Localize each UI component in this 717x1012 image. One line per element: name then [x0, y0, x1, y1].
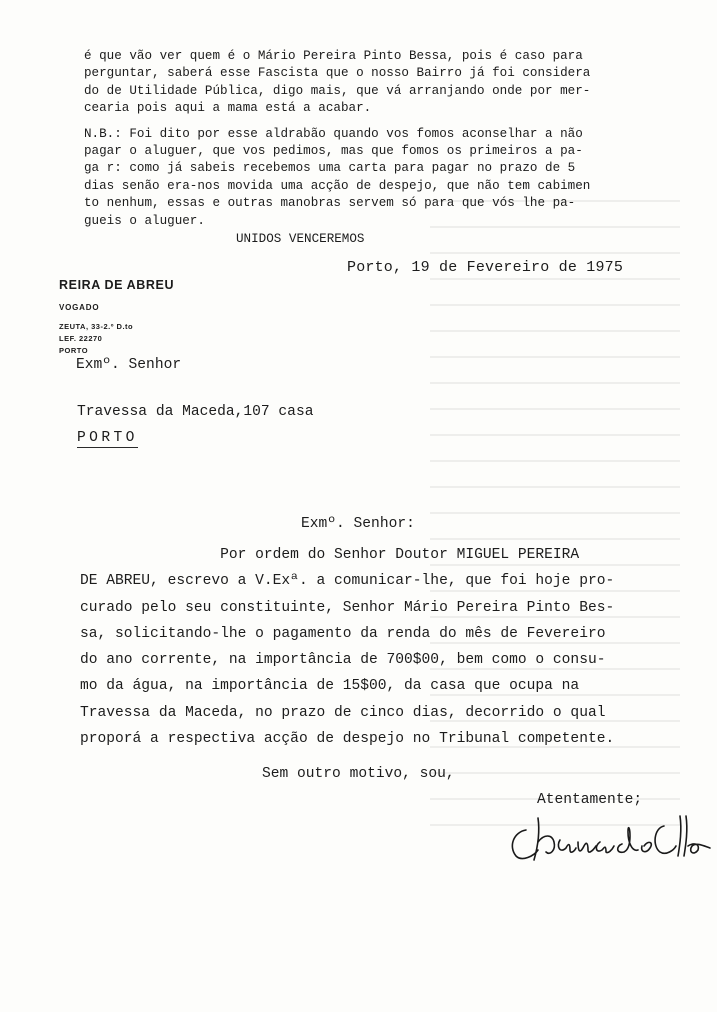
- note-line: cearia pois aqui a mama está a acabar.: [84, 101, 372, 116]
- note-line: N.B.: Foi dito por esse aldrabão quando vos fomos aconselhar a não: [84, 126, 583, 141]
- letterhead: [59, 278, 174, 357]
- address-line: Travessa da Maceda,107 casa: [77, 404, 314, 420]
- letterhead-name: REIRA DE ABREU: [59, 278, 175, 292]
- handwritten-note-block: [84, 48, 684, 230]
- letter-body: [80, 542, 700, 752]
- letterhead-address-line: ZEUTA, 33-2.º D.to: [59, 322, 134, 331]
- bleed-through-shadow: [430, 200, 680, 850]
- body-line: DE ABREU, escrevo a V.Exª. a comunicar-lhe, que foi hoje pro-: [80, 573, 615, 590]
- letterhead-role: VOGADO: [59, 303, 100, 312]
- letterhead-address-line: LEF. 22270: [59, 334, 103, 343]
- note-line: dias senão era-nos movida uma acção de despejo, que não tem cabimen: [84, 178, 591, 193]
- body-line: Por ordem do Senhor Doutor MIGUEL PEREIRA: [80, 547, 580, 563]
- slogan: UNIDOS VENCEREMOS: [236, 232, 365, 246]
- body-line: Travessa da Maceda, no prazo de cinco dias, decorrido o qual: [80, 704, 606, 721]
- note-line: perguntar, saberá esse Fascista que o nosso Bairro já foi considera: [84, 66, 591, 81]
- body-line: sa, solicitando-lhe o pagamento da renda do mês de Fevereiro: [80, 625, 606, 642]
- body-line: proporá a respectiva acção de despejo no Tribunal competente.: [80, 731, 615, 748]
- note-paragraph-1: [84, 48, 684, 118]
- salutation: Exmº. Senhor:: [301, 516, 415, 532]
- note-line: gueis o aluguer.: [84, 213, 205, 228]
- regards-line: Atentamente;: [537, 792, 643, 808]
- note-line: to nenhum, essas e outras manobras servem só para que vós lhe pa-: [84, 196, 576, 211]
- note-line: é que vão ver quem é o Mário Pereira Pinto Bessa, pois é caso para: [84, 49, 583, 63]
- note-paragraph-2: [84, 126, 684, 230]
- letterhead-address-line: PORTO: [59, 346, 89, 355]
- note-line: ga r: como já sabeis recebemos uma carta para pagar no prazo de 5: [84, 161, 576, 176]
- note-line: pagar o aluguer, que vos pedimos, mas que fomos os primeiros a pa-: [84, 144, 583, 159]
- body-line: curado pelo seu constituinte, Senhor Mário Pereira Pinto Bes-: [80, 599, 615, 616]
- letterhead-address: [59, 321, 174, 357]
- closing-line: Sem outro motivo, sou,: [262, 766, 455, 782]
- addressee: Exmº. Senhor: [76, 357, 182, 373]
- handwritten-signature: [504, 806, 716, 866]
- body-line: mo da água, na importância de 15$00, da casa que ocupa na: [80, 678, 580, 695]
- date-line: Porto, 19 de Fevereiro de 1975: [347, 259, 624, 276]
- city: PORTO: [77, 430, 138, 446]
- note-line: do de Utilidade Pública, digo mais, que vá arranjando onde por mer-: [84, 83, 591, 98]
- body-line: do ano corrente, na importância de 700$00, bem como o consu-: [80, 652, 606, 669]
